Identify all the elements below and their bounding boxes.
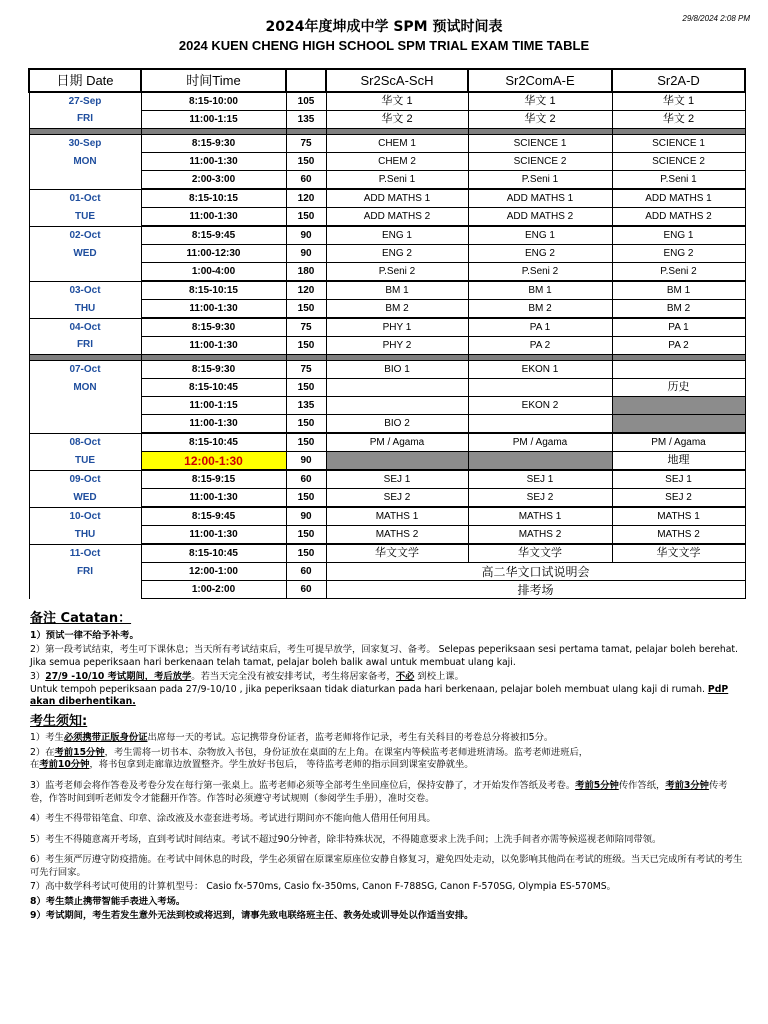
table-row (29, 452, 745, 471)
table-row (29, 337, 745, 355)
subject-cell (612, 397, 745, 415)
subject-cell: PM / Agama (326, 433, 468, 452)
subject-cell: 华文 2 (326, 111, 468, 129)
header-date: 日期 Date (29, 69, 141, 92)
header-class-arts: Sr2A-D (612, 69, 745, 92)
subject-cell: SCIENCE 1 (468, 135, 612, 153)
table-row (29, 281, 745, 300)
duration-cell: 90 (286, 507, 326, 526)
table-row (29, 92, 745, 111)
time-cell: 8:15-10:45 (141, 544, 286, 563)
duration-cell: 90 (286, 245, 326, 263)
subject-cell (612, 361, 745, 379)
time-cell: 11:00-1:15 (141, 397, 286, 415)
notes-section (30, 610, 745, 925)
subject-cell (612, 415, 745, 434)
table-row (29, 153, 745, 171)
subject-cell: 华文文学 (468, 544, 612, 563)
duration-cell: 150 (286, 489, 326, 508)
subject-cell: P.Seni 2 (612, 263, 745, 282)
subject-cell: ADD MATHS 2 (468, 208, 612, 227)
table-row (29, 526, 745, 545)
table-row (29, 581, 745, 599)
subject-cell: BM 2 (612, 300, 745, 319)
date-cell: 08-Oct (29, 433, 141, 452)
subject-cell: ADD MATHS 2 (326, 208, 468, 227)
table-row (29, 397, 745, 415)
subject-cell: MATHS 2 (326, 526, 468, 545)
subject-cell (468, 379, 612, 397)
subject-cell: SCIENCE 2 (468, 153, 612, 171)
subject-cell: ENG 2 (468, 245, 612, 263)
time-cell: 11:00-12:30 (141, 245, 286, 263)
date-cell: MON (29, 153, 141, 171)
table-row (29, 208, 745, 227)
subject-cell: P.Seni 2 (326, 263, 468, 282)
time-cell: 1:00-4:00 (141, 263, 286, 282)
subject-cell (326, 379, 468, 397)
time-cell: 12:00-1:00 (141, 563, 286, 581)
subject-cell: ENG 2 (612, 245, 745, 263)
date-cell: WED (29, 245, 141, 263)
table-row (29, 379, 745, 397)
subject-cell-all-classes: 高二华文口试说明会 (326, 563, 745, 581)
subject-cell: SCIENCE 2 (612, 153, 745, 171)
subject-cell: PM / Agama (612, 433, 745, 452)
date-cell: 10-Oct (29, 507, 141, 526)
subject-cell: PA 1 (612, 318, 745, 337)
time-cell: 8:15-9:30 (141, 135, 286, 153)
duration-cell: 60 (286, 563, 326, 581)
rule-9: 9）考试期间，考生若发生意外无法到校或将迟到，请事先致电联络班主任、教务处或训导处以作适当安排。 (30, 910, 474, 922)
subject-cell: PA 2 (612, 337, 745, 355)
subject-cell: P.Seni 1 (468, 171, 612, 190)
subject-cell (326, 397, 468, 415)
date-cell: WED (29, 489, 141, 508)
time-cell: 11:00-1:30 (141, 300, 286, 319)
date-cell: 30-Sep (29, 135, 141, 153)
subject-cell: 华文 1 (326, 92, 468, 111)
subject-cell: ENG 1 (326, 226, 468, 245)
note-2: 2）第一段考试结束，考生可下课休息；当天所有考试结束后，考生可提早放学，回家复习、备考。 Selepas peperiksaan sesi pertama tamat, pelajar boleh berehat. Jika semua peperiksaan hari berkenaan telah tamat, pelajar boleh balik awal untuk membuat ulang kaji. (30, 644, 739, 668)
print-timestamp: 29/8/2024 2:08 PM (682, 14, 750, 23)
date-cell: FRI (29, 563, 141, 581)
time-cell: 11:00-1:30 (141, 208, 286, 227)
subject-cell: EKON 1 (468, 361, 612, 379)
duration-cell: 150 (286, 300, 326, 319)
time-cell: 8:15-9:30 (141, 318, 286, 337)
subject-cell: MATHS 1 (612, 507, 745, 526)
subject-cell: MATHS 2 (468, 526, 612, 545)
exam-timetable (28, 68, 746, 599)
header-time: 时间Time (141, 69, 286, 92)
date-cell (29, 171, 141, 190)
duration-cell: 150 (286, 379, 326, 397)
subject-cell: 历史 (612, 379, 745, 397)
subject-cell: BIO 2 (326, 415, 468, 434)
date-cell: 11-Oct (29, 544, 141, 563)
table-row (29, 111, 745, 129)
table-row (29, 318, 745, 337)
time-cell: 8:15-10:45 (141, 379, 286, 397)
subject-cell: MATHS 1 (468, 507, 612, 526)
table-row (29, 171, 745, 190)
subject-cell: SEJ 2 (468, 489, 612, 508)
subject-cell: 华文 2 (468, 111, 612, 129)
subject-cell: PA 2 (468, 337, 612, 355)
note-1: 1）预试一律不给予补考。 (30, 629, 139, 641)
subject-cell: BM 1 (326, 281, 468, 300)
table-row (29, 507, 745, 526)
subject-cell: CHEM 1 (326, 135, 468, 153)
date-cell: 03-Oct (29, 281, 141, 300)
duration-cell: 90 (286, 226, 326, 245)
time-cell: 11:00-1:30 (141, 526, 286, 545)
table-row (29, 433, 745, 452)
time-cell: 11:00-1:30 (141, 489, 286, 508)
subject-cell: 华文文学 (612, 544, 745, 563)
time-cell: 1:00-2:00 (141, 581, 286, 599)
title-english: 2024 KUEN CHENG HIGH SCHOOL SPM TRIAL EXAM TIME TABLE (178, 38, 590, 53)
duration-cell: 120 (286, 189, 326, 208)
subject-cell: PA 1 (468, 318, 612, 337)
duration-cell: 150 (286, 337, 326, 355)
rule-1: 1）考生必须携带正版身份证出席每一天的考试。忘记携带身份证者，监考老师将作记录，考生有关科目的考卷总分将被扣5分。 (30, 732, 554, 744)
date-cell (29, 415, 141, 434)
subject-cell: 华文文学 (326, 544, 468, 563)
duration-cell: 90 (286, 452, 326, 471)
time-cell: 8:15-10:00 (141, 92, 286, 111)
table-row (29, 300, 745, 319)
subject-cell (326, 452, 468, 471)
duration-cell: 150 (286, 544, 326, 563)
subject-cell: ADD MATHS 2 (612, 208, 745, 227)
date-cell: 09-Oct (29, 470, 141, 489)
rule-7: 7）高中数学科考试可使用的计算机型号： Casio fx-570ms, Casio fx-350ms, Canon F-788SG, Canon F-570SG, Olympia ES-570MS。 (30, 881, 616, 893)
catatan-heading: 备注 Catatan： (30, 611, 132, 626)
duration-cell: 120 (286, 281, 326, 300)
subject-cell: SEJ 2 (326, 489, 468, 508)
subject-cell: BM 1 (468, 281, 612, 300)
subject-cell: BIO 1 (326, 361, 468, 379)
subject-cell: P.Seni 2 (468, 263, 612, 282)
subject-cell: CHEM 2 (326, 153, 468, 171)
subject-cell: SEJ 1 (468, 470, 612, 489)
table-row (29, 544, 745, 563)
date-cell: 02-Oct (29, 226, 141, 245)
header-class-science: Sr2ScA-ScH (326, 69, 468, 92)
time-cell: 11:00-1:30 (141, 153, 286, 171)
date-cell: TUE (29, 452, 141, 471)
rule-4: 4）考生不得带铅笔盒、印章、涂改液及水壶套进考场。考试进行期间亦不能向他人借用任何用具。 (30, 813, 436, 825)
subject-cell: P.Seni 1 (612, 171, 745, 190)
duration-cell: 75 (286, 361, 326, 379)
note-3: 3）27/9 -10/10 考试期间，考后放学。若当天完全没有被安排考试，考生将居家备考，不必 到校上课。 Untuk tempoh peperiksaan pada 27/9-10/10 , jika peperiksaan tidak diaturkan pada hari berkenaan, pelajar boleh membuat ulang kaji di rumah. PdP akan diberhentikan. (30, 671, 729, 708)
date-cell: THU (29, 526, 141, 545)
subject-cell: ENG 1 (612, 226, 745, 245)
rule-3: 3）监考老师会将作答卷及考卷分发在每行第一张桌上。监考老师必须等全部考生坐回座位后，保持安静了，才开始发作答纸及考卷。考前5分钟传作答纸，考前3分钟传考卷，作答时间到听老师发令才能翻开作答。作答时必须遵守考试规则（参阅学生手册），准时交卷。 (30, 780, 728, 804)
time-cell: 8:15-10:15 (141, 189, 286, 208)
rule-2: 2）在考前15分钟，考生需将一切书本、杂物放入书包，身份证放在桌面的左上角。在课室内等候监考老师进班清场。监考老师进班后， 在考前10分钟，将书包拿到走廊靠边放置整齐。学生放好书包后， 等待监考老师的指示回到课室安静就坐。 (30, 746, 589, 771)
subject-cell: ENG 2 (326, 245, 468, 263)
table-row (29, 189, 745, 208)
time-cell: 8:15-9:30 (141, 361, 286, 379)
duration-cell: 150 (286, 208, 326, 227)
subject-cell: 华文 1 (612, 92, 745, 111)
subject-cell: ADD MATHS 1 (468, 189, 612, 208)
table-row (29, 226, 745, 245)
time-cell: 11:00-1:30 (141, 337, 286, 355)
duration-cell: 150 (286, 415, 326, 434)
subject-cell: EKON 2 (468, 397, 612, 415)
date-cell (29, 397, 141, 415)
duration-cell: 60 (286, 581, 326, 599)
date-cell: FRI (29, 111, 141, 129)
table-row (29, 245, 745, 263)
duration-cell: 75 (286, 135, 326, 153)
subject-cell: MATHS 1 (326, 507, 468, 526)
time-cell: 2:00-3:00 (141, 171, 286, 190)
subject-cell: ENG 1 (468, 226, 612, 245)
duration-cell: 150 (286, 526, 326, 545)
subject-cell (468, 452, 612, 471)
date-cell: 04-Oct (29, 318, 141, 337)
table-row (29, 489, 745, 508)
date-cell: THU (29, 300, 141, 319)
time-cell: 12:00-1:30 (141, 452, 286, 471)
table-header-row (29, 69, 745, 92)
table-row (29, 135, 745, 153)
time-cell: 8:15-9:45 (141, 507, 286, 526)
subject-cell: P.Seni 1 (326, 171, 468, 190)
duration-cell: 60 (286, 470, 326, 489)
duration-cell: 135 (286, 397, 326, 415)
table-row (29, 361, 745, 379)
rule-8: 8）考生禁止携带智能手表进入考场。 (30, 895, 186, 907)
header-duration (286, 69, 326, 92)
time-cell: 8:15-9:45 (141, 226, 286, 245)
subject-cell: 华文 2 (612, 111, 745, 129)
duration-cell: 60 (286, 171, 326, 190)
subject-cell-all-classes: 排考场 (326, 581, 745, 599)
subject-cell: BM 1 (612, 281, 745, 300)
time-cell: 8:15-9:15 (141, 470, 286, 489)
date-cell: 27-Sep (29, 92, 141, 111)
subject-cell: SEJ 1 (326, 470, 468, 489)
subject-cell: PHY 1 (326, 318, 468, 337)
duration-cell: 75 (286, 318, 326, 337)
subject-cell: BM 2 (468, 300, 612, 319)
duration-cell: 150 (286, 433, 326, 452)
time-cell: 8:15-10:45 (141, 433, 286, 452)
date-cell: TUE (29, 208, 141, 227)
subject-cell: MATHS 2 (612, 526, 745, 545)
table-row (29, 415, 745, 434)
subject-cell: PHY 2 (326, 337, 468, 355)
subject-cell: 地理 (612, 452, 745, 471)
date-cell (29, 581, 141, 599)
duration-cell: 135 (286, 111, 326, 129)
table-row (29, 263, 745, 282)
date-cell (29, 263, 141, 282)
rule-5: 5）考生不得随意离开考场，直到考试时间结束。考试不超过90分钟者，除非特殊状况，不得随意要求上洗手间；上洗手间者亦需等候巡视老师陪同带领。 (30, 833, 662, 845)
duration-cell: 180 (286, 263, 326, 282)
subject-cell: SEJ 2 (612, 489, 745, 508)
date-cell: FRI (29, 337, 141, 355)
duration-cell: 150 (286, 153, 326, 171)
subject-cell: PM / Agama (468, 433, 612, 452)
date-cell: 01-Oct (29, 189, 141, 208)
rule-6: 6）考生须严厉遵守防疫措施。在考试中间休息的时段，学生必须留在原课室原座位安静自修复习，避免四处走动，以免影响其他尚在考试的班级。当天已完成所有考试的考生可先行回家。 (30, 854, 743, 878)
subject-cell: SEJ 1 (612, 470, 745, 489)
rules-heading: 考生须知: (30, 713, 88, 729)
subject-cell: 华文 1 (468, 92, 612, 111)
title-chinese: 2024年度坤成中学 SPM 预试时间表 (265, 19, 503, 35)
table-row (29, 470, 745, 489)
subject-cell: BM 2 (326, 300, 468, 319)
header-class-commerce: Sr2ComA-E (468, 69, 612, 92)
subject-cell: ADD MATHS 1 (326, 189, 468, 208)
date-cell: MON (29, 379, 141, 397)
duration-cell: 105 (286, 92, 326, 111)
time-cell: 11:00-1:15 (141, 111, 286, 129)
subject-cell (468, 415, 612, 434)
subject-cell: ADD MATHS 1 (612, 189, 745, 208)
date-cell: 07-Oct (29, 361, 141, 379)
table-row (29, 563, 745, 581)
time-cell: 11:00-1:30 (141, 415, 286, 434)
time-cell: 8:15-10:15 (141, 281, 286, 300)
subject-cell: SCIENCE 1 (612, 135, 745, 153)
